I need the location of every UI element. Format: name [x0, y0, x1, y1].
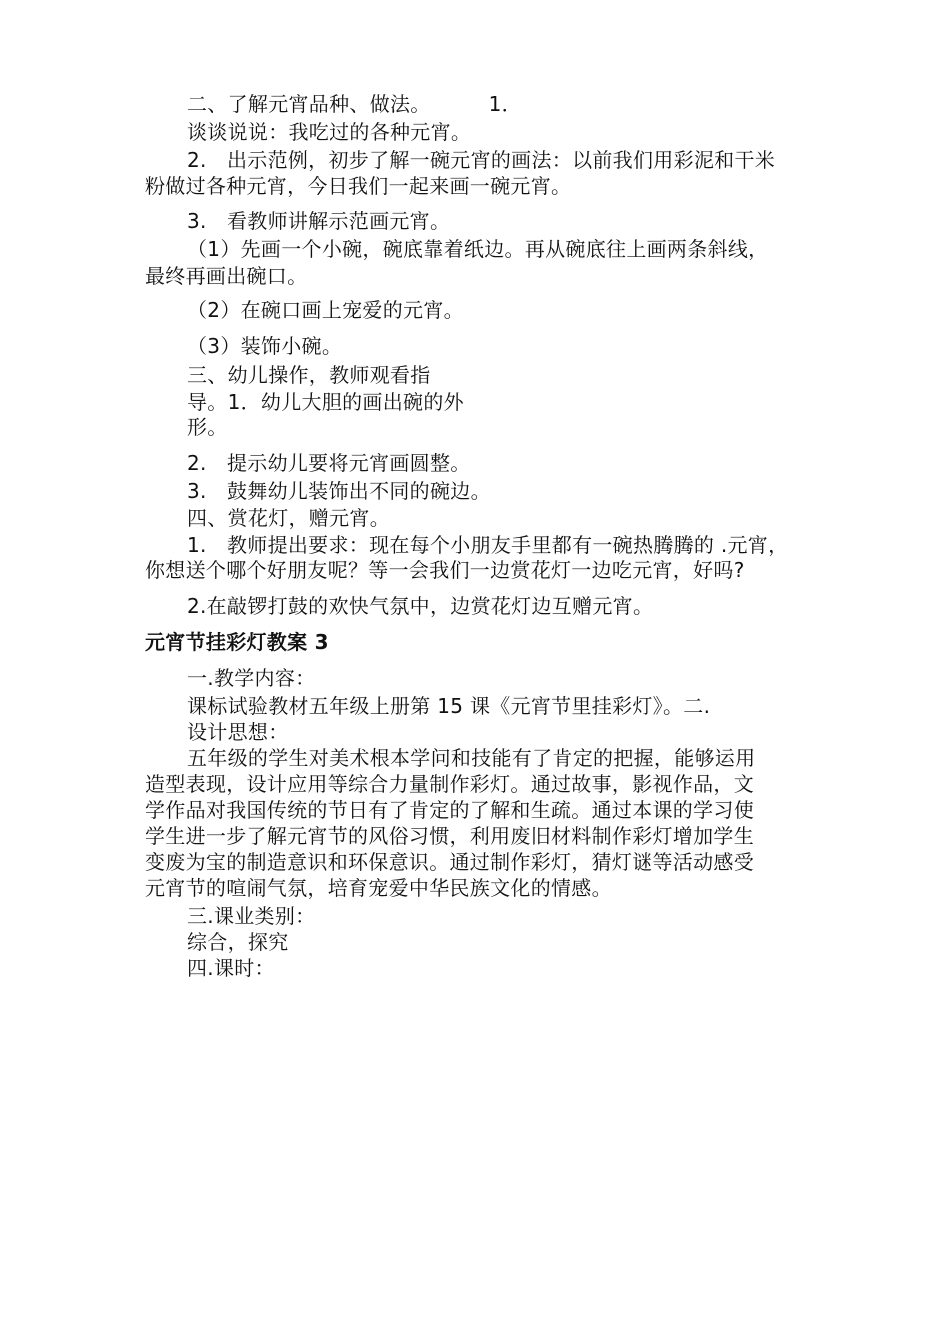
text-line: 三、幼儿操作，教师观看指	[187, 363, 431, 387]
text-line: 一.教学内容：	[187, 666, 316, 690]
text-line: （1）先画一个小碗，碗底靠着纸边。再从碗底往上画两条斜线，	[187, 237, 769, 261]
text-line: 最终再画出碗口。	[145, 264, 308, 288]
text-line: 四.课时：	[187, 956, 275, 980]
text-line: 3. 鼓舞幼儿装饰出不同的碗边。	[187, 479, 491, 503]
text-line	[187, 91, 522, 117]
text-line: 三.课业类别：	[187, 904, 316, 928]
text-line: 变废为宝的制造意识和环保意识。通过制作彩灯，猜灯谜等活动感受	[145, 850, 754, 874]
text-line: （2）在碗口画上宠爱的元宵。	[187, 298, 464, 322]
text-line: 综合，探究	[187, 930, 289, 954]
text-line: 设计思想：	[187, 720, 289, 744]
text-line: 3. 看教师讲解示范画元宵。	[187, 209, 451, 233]
text-line: 课标试验教材五年级上册第 15 课《元宵节里挂彩灯》。二.	[187, 694, 711, 718]
text-line: 学生进一步了解元宵节的风俗习惯，利用废旧材料制作彩灯增加学生	[145, 824, 754, 848]
text-line: 五年级的学生对美术根本学问和技能有了肯定的把握，能够运用	[187, 746, 756, 770]
text-line: 2. 出示范例，初步了解一碗元宵的画法：以前我们用彩泥和干米	[187, 148, 776, 172]
text-line: 谈谈说说：我吃过的各种元宵。	[187, 120, 472, 144]
text-line: 学作品对我国传统的节日有了肯定的了解和生疏。通过本课的学习使	[145, 798, 754, 822]
section-heading: 元宵节挂彩灯教案 3	[145, 630, 329, 654]
text-line: （3）装饰小碗。	[187, 334, 343, 358]
text-line: 2. 提示幼儿要将元宵画圆整。	[187, 451, 471, 475]
text-line: 四、赏花灯，赠元宵。	[187, 506, 390, 530]
text-line: 导。1．幼儿大胆的画出碗的外	[187, 390, 464, 414]
text-line: 造型表现，设计应用等综合力量制作彩灯。通过故事，影视作品，文	[145, 772, 754, 796]
text-line: 形。	[187, 415, 228, 439]
text-span: 二、了解元宵品种、做法。	[187, 92, 431, 116]
text-line: 2.在敲锣打鼓的欢快气氛中，边赏花灯边互赠元宵。	[187, 594, 654, 618]
text-span: 1．	[488, 92, 522, 116]
text-line: 你想送个哪个好朋友呢？等一会我们一边赏花灯一边吃元宵，好吗?	[145, 558, 745, 582]
text-line: 粉做过各种元宵，今日我们一起来画一碗元宵。	[145, 174, 572, 198]
text-line: 元宵节的喧闹气氛，培育宠爱中华民族文化的情感。	[145, 876, 612, 900]
text-line: 1. 教师提出要求：现在每个小朋友手里都有一碗热腾腾的 .元宵，	[187, 533, 789, 557]
